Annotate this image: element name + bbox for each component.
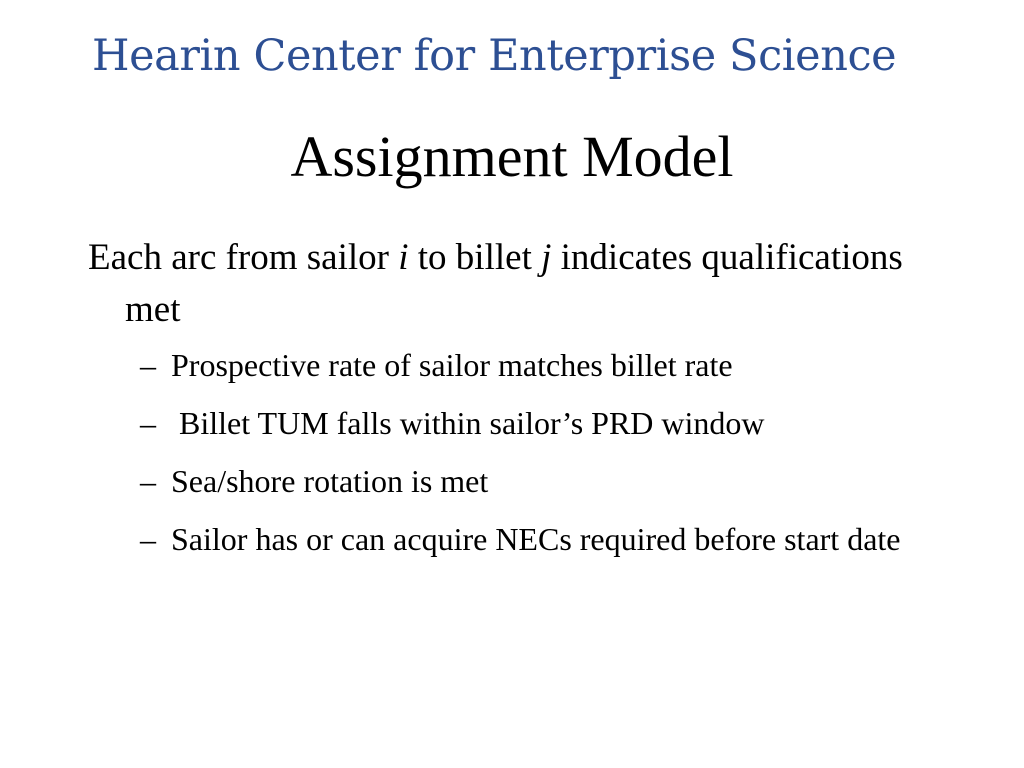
dash-marker: – [140, 405, 156, 441]
sub-bullet [88, 342, 948, 388]
slide-body [88, 232, 948, 574]
sub-bullet [88, 400, 948, 446]
main-bullet-text-part3: indicates qualifications met [125, 237, 903, 330]
dash-marker: – [140, 347, 156, 383]
sub-bullet-text: Billet TUM falls within sailor’s PRD window [171, 405, 765, 441]
sub-bullet-text: Sea/shore rotation is met [171, 463, 489, 499]
slide-title: Assignment Model [290, 124, 734, 189]
main-bullet-text-part2: to billet [408, 237, 542, 278]
sub-bullet-text: Sailor has or can acquire NECs required before start date [171, 521, 901, 557]
variable-j: j [541, 237, 552, 278]
sub-bullet [88, 458, 948, 504]
dash-marker: – [140, 521, 156, 557]
sub-bullet [88, 516, 948, 562]
sub-bullet-text: Prospective rate of sailor matches billet rate [171, 347, 733, 383]
sub-bullet-list [88, 342, 948, 562]
header-banner: Hearin Center for Enterprise Science [92, 31, 897, 81]
main-bullet [88, 232, 948, 336]
dash-marker: – [140, 463, 156, 499]
variable-i: i [398, 237, 409, 278]
main-bullet-text-part1: Each arc from sailor [88, 237, 399, 278]
